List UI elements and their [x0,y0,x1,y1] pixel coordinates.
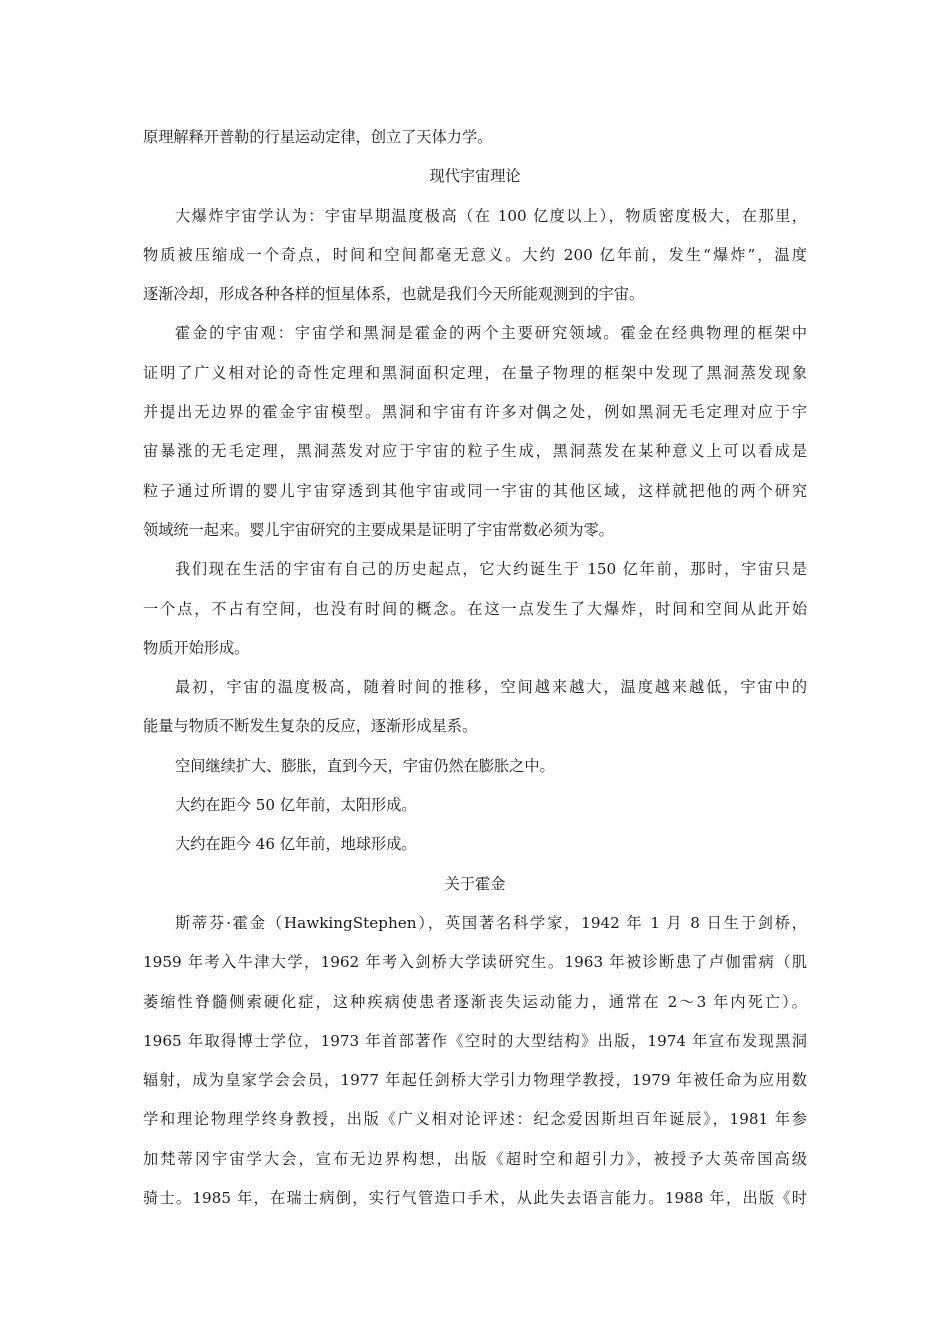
paragraph-line: 原理解释开普勒的行星运动定律，创立了天体力学。 [143,128,493,146]
paragraph-sun-formation: 大约在距今 50 亿年前，太阳形成。 [175,796,417,815]
paragraph-line: 证明了广义相对论的奇性定理和黑洞面积定理，在量子物理的框架中发现了黑洞蒸发现象 [143,363,807,382]
paragraph-line: 逐渐冷却，形成各种各样的恒星体系，也就是我们今天所能观测到的宇宙。 [143,285,645,304]
section-heading-about-hawking: 关于霍金 [444,874,506,893]
paragraph-line: 加梵蒂冈宇宙学大会，宣布无边界构想，出版《超时空和超引力》，被授予大英帝国高级 [143,1149,807,1168]
paragraph-early-universe [143,668,807,747]
paragraph-line: 斯蒂芬·霍金（HawkingStephen），英国著名科学家，1942 年 1 月 8 日生于剑桥， [175,913,807,932]
paragraph-line: 一个点，不占有空间，也没有时间的概念。在这一点发生了大爆炸，时间和空间从此开始 [143,599,807,618]
paragraph-universe-origin [143,550,807,668]
paragraph-hawking-cosmology [143,314,807,550]
paragraph-line: 我们现在生活的宇宙有自己的历史起点，它大约诞生于 150 亿年前，那时，宇宙只是 [175,560,807,579]
paragraph-line: 物质开始形成。 [143,638,250,657]
paragraph-line: 最初，宇宙的温度极高，随着时间的推移，空间越来越大，温度越来越低，宇宙中的 [175,678,807,697]
paragraph-expansion: 空间继续扩大、膨胀，直到今天，宇宙仍然在膨胀之中。 [175,756,555,775]
paragraph-earth-formation: 大约在距今 46 亿年前，地球形成。 [175,835,417,854]
paragraph-line: 物质被压缩成一个奇点，时间和空间都毫无意义。大约 200 亿年前，发生“爆炸”，温度 [143,245,807,264]
paragraph-line: 粒子通过所谓的婴儿宇宙穿透到其他宇宙或同一宇宙的其他区域，这样就把他的两个研究 [143,481,807,500]
paragraph-line: 1965 年取得博士学位，1973 年首部著作《空时的大型结构》出版，1974 年宣布发现黑洞 [143,1031,807,1050]
paragraph-line: 萎缩性脊髓侧索硬化症，这种疾病使患者逐渐丧失运动能力，通常在 2～3 年内死亡）。 [143,992,807,1011]
paragraph-line: 领域统一起来。婴儿宇宙研究的主要成果是证明了宇宙常数必须为零。 [143,520,614,539]
paragraph-line: 宙暴涨的无毛定理，黑洞蒸发对应于宇宙的粒子生成，黑洞蒸发在某种意义上可以看成是 [143,442,807,461]
paragraph-line: 1959 年考入牛津大学，1962 年考入剑桥大学读研究生。1963 年被诊断患了卢伽雷病（肌 [143,953,807,972]
paragraph-line: 学和理论物理学终身教授，出版《广义相对论评述：纪念爱因斯坦百年诞辰》，1981 年参 [143,1110,807,1129]
paragraph-hawking-biography [143,904,807,1218]
paragraph-line: 大爆炸宇宙学认为：宇宙早期温度极高（在 100 亿度以上），物质密度极大，在那里， [175,206,807,225]
paragraph-line: 骑士。1985 年，在瑞士病倒，实行气管造口手术，从此失去语言能力。1988 年，出版《时 [143,1189,807,1208]
paragraph-line: 并提出无边界的霍金宇宙模型。黑洞和宇宙有许多对偶之处，例如黑洞无毛定理对应于宇 [143,403,807,422]
paragraph-big-bang [143,197,807,315]
document-page [143,118,807,1218]
paragraph-line: 霍金的宇宙观：宇宙学和黑洞是霍金的两个主要研究领域。霍金在经典物理的框架中 [175,324,807,343]
section-heading-modern-cosmology: 现代宇宙理论 [429,167,521,186]
paragraph-line: 辐射，成为皇家学会会员，1977 年起任剑桥大学引力物理学教授，1979 年被任命为应用数 [143,1071,807,1090]
paragraph-line: 能量与物质不断发生复杂的反应，逐渐形成星系。 [143,717,478,736]
